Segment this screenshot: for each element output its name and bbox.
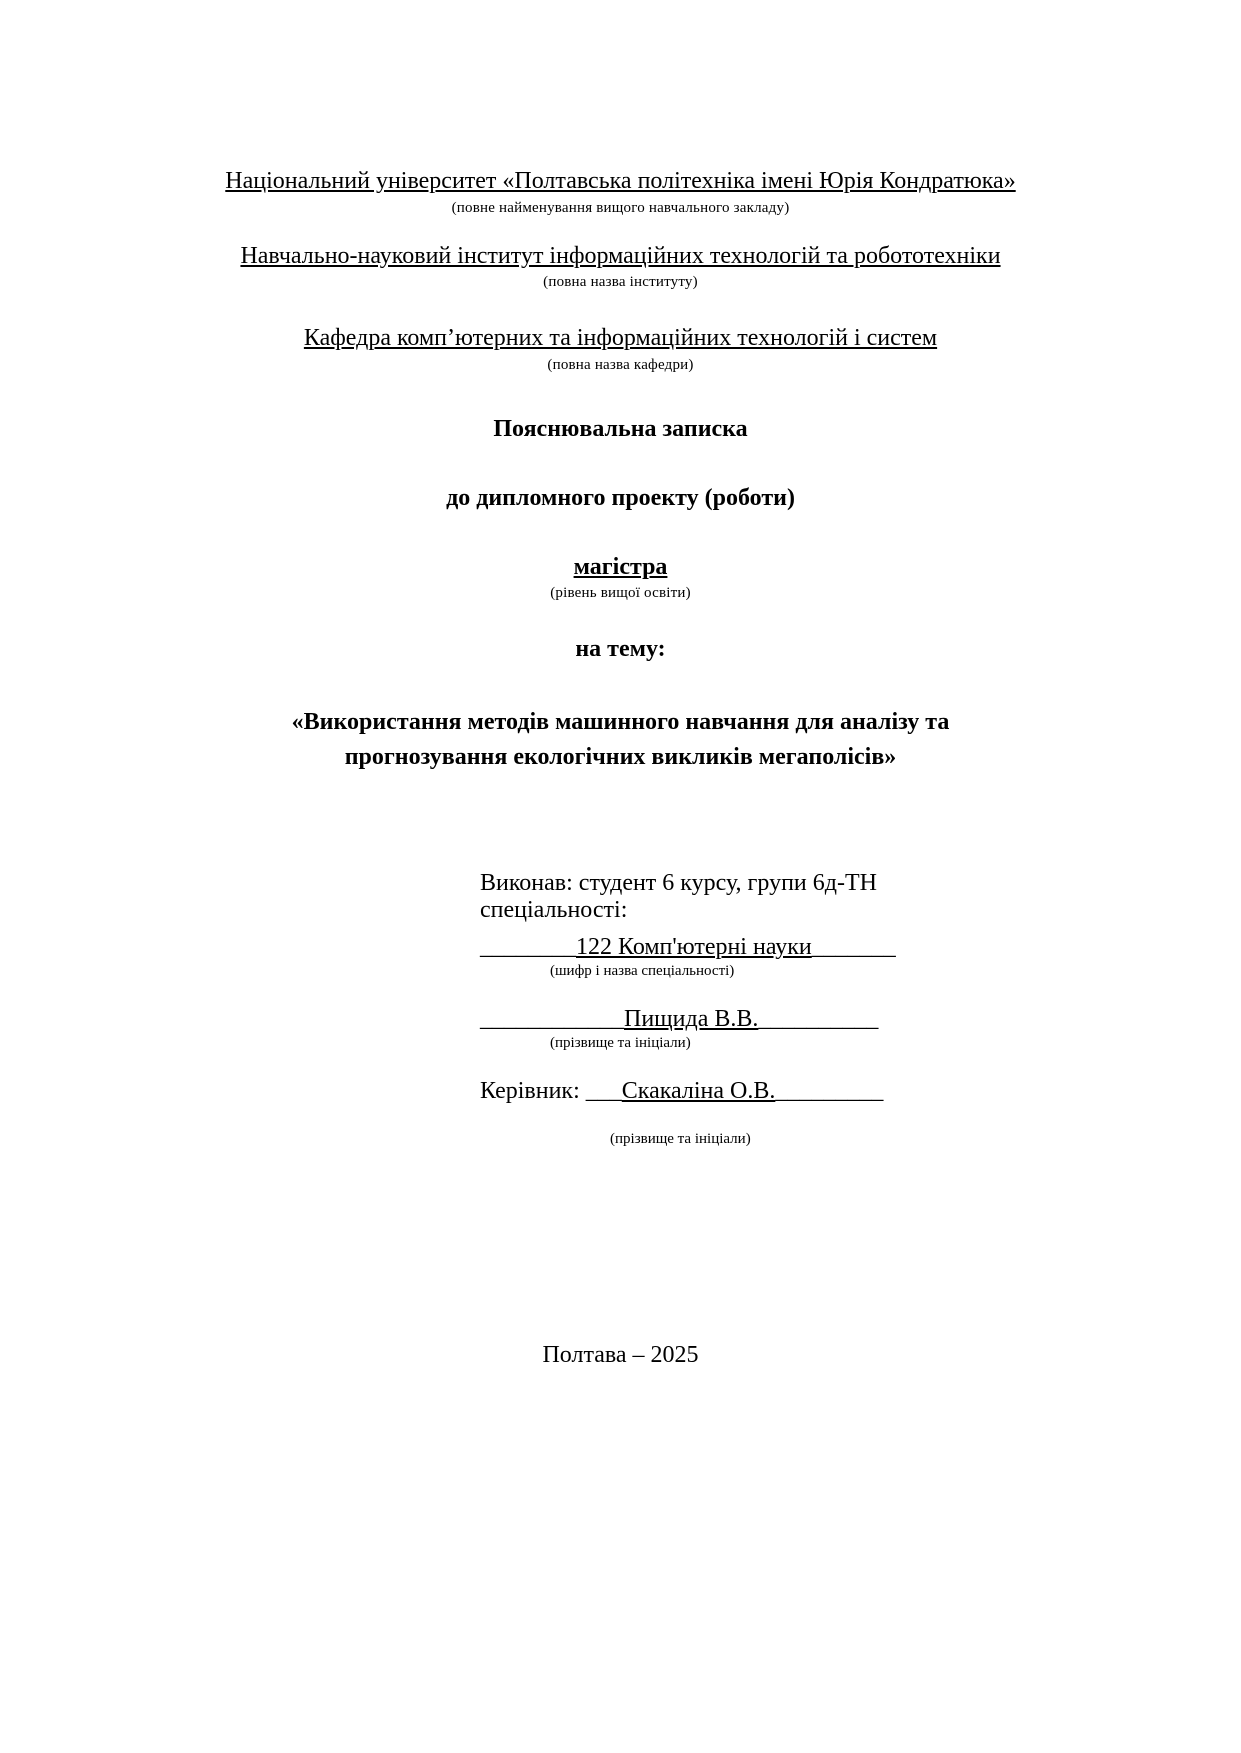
author-name: Пищида В.В. (624, 1006, 759, 1033)
department-name (0, 325, 1241, 353)
institute-name-text: Навчально-науковий інститут інформаційних технологій та робототехніки (240, 242, 1001, 269)
department-caption: (повна назва кафедри) (547, 356, 694, 373)
specialty-blank-left: ________ (480, 934, 576, 961)
institute-name (0, 243, 1241, 271)
supervisor-blank-left: ___ (585, 1078, 622, 1105)
supervisor-line (480, 1078, 940, 1105)
city-year: Полтава – 2025 (542, 1342, 699, 1368)
specialty-blank-right: _______ (811, 934, 896, 961)
specialty-value: 122 Комп'ютерні науки (576, 934, 812, 961)
specialty-caption: (шифр і назва спеціальності) (550, 963, 735, 980)
author-line (480, 1006, 940, 1033)
document-title-line2: до дипломного проекту (роботи) (446, 484, 795, 511)
author-blank-left: ____________ (480, 1006, 624, 1033)
author-block (480, 870, 940, 1148)
performed-by-line: Виконав: студент 6 курсу, групи 6д-ТН (480, 870, 877, 897)
specialty-line (480, 934, 940, 961)
supervisor-blank-right: _________ (775, 1078, 884, 1105)
thesis-topic: «Використання методів машинного навчання для аналізу та прогнозування екологічних викликів мегаполісів» (291, 708, 950, 770)
supervisor-name: Скакаліна О.В. (621, 1078, 776, 1105)
degree-level-text: магістра (573, 553, 668, 580)
specialty-label: спеціальності: (480, 897, 628, 924)
author-blank-right: __________ (758, 1006, 879, 1033)
university-name (0, 168, 1241, 196)
university-caption: (повне найменування вищого навчального закладу) (451, 199, 790, 216)
topic-label: на тему: (575, 635, 666, 662)
university-name-text: Національний університет «Полтавська політехніка імені Юрія Кондратюка» (225, 168, 1016, 194)
supervisor-label: Керівник: (480, 1078, 586, 1105)
document-title-line1: Пояснювальна записка (493, 415, 748, 442)
degree-caption: (рівень вищої освіти) (550, 584, 691, 601)
degree-level (0, 554, 1241, 581)
institute-caption: (повна назва інституту) (543, 274, 698, 291)
supervisor-caption: (прізвище та ініціали) (610, 1131, 751, 1148)
author-caption: (прізвище та ініціали) (550, 1035, 691, 1052)
department-name-text: Кафедра комп’ютерних та інформаційних технологій і систем (303, 325, 938, 352)
